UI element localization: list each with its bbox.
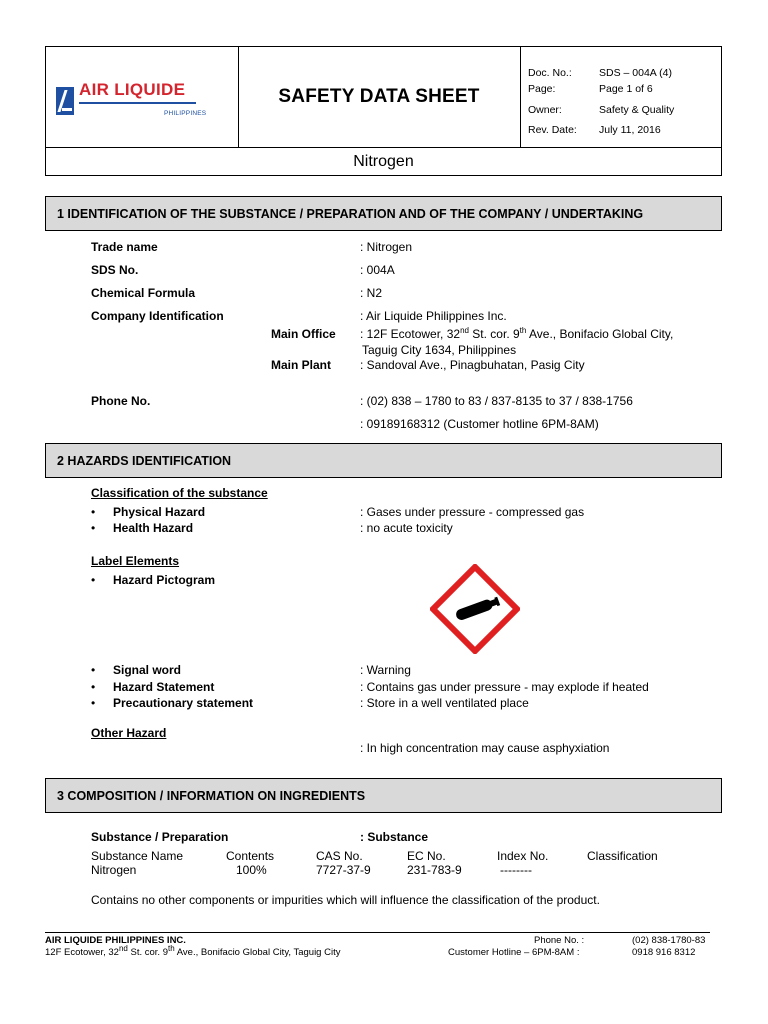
other-hazard-heading: Other Hazard: [91, 726, 167, 740]
document-meta: [521, 47, 721, 147]
footer-company: AIR LIQUIDE PHILIPPINES INC.: [45, 935, 186, 946]
trade-name-label: Trade name: [91, 240, 158, 254]
bullet-icon: •: [91, 521, 96, 535]
air-liquide-logo-icon: [56, 87, 74, 115]
phone-value-1: : (02) 838 – 1780 to 83 / 837-8135 to 37 / 838-1756: [360, 394, 633, 408]
title-cell: [238, 47, 521, 147]
hazard-statement-label: Hazard Statement: [113, 680, 215, 694]
precautionary-value: : Store in a well ventilated place: [360, 696, 529, 710]
company-logo: [46, 47, 239, 147]
bullet-icon: •: [91, 505, 96, 519]
bullet-icon: •: [91, 696, 96, 710]
owner-label: Owner:: [528, 104, 562, 116]
classification-heading: Classification of the substance: [91, 486, 268, 500]
logo-subtitle: PHILIPPINES: [164, 110, 207, 117]
phone-label: Phone No.: [91, 394, 151, 408]
col-index-no: Index No.: [497, 849, 549, 863]
other-hazard-value: : In high concentration may cause asphyxiation: [360, 741, 610, 755]
main-plant-label: Main Plant: [271, 358, 332, 372]
physical-hazard-label: Physical Hazard: [113, 505, 206, 519]
col-classification: Classification: [587, 849, 658, 863]
page-label: Page:: [528, 83, 556, 95]
footer-hotline-label: Customer Hotline – 6PM-8AM :: [448, 947, 580, 958]
company-id-value: : Air Liquide Philippines Inc.: [360, 309, 507, 323]
signal-word-label: Signal word: [113, 663, 182, 677]
section-2-heading: [45, 443, 722, 478]
precautionary-label: Precautionary statement: [113, 696, 254, 710]
formula-value: : N2: [360, 286, 383, 300]
health-hazard-label: Health Hazard: [113, 521, 194, 535]
doc-no-label: Doc. No.:: [528, 67, 572, 79]
sds-no-value: : 004A: [360, 263, 395, 277]
section-1-title: 1 IDENTIFICATION OF THE SUBSTANCE / PREPARATION AND OF THE COMPANY / UNDERTAKING: [57, 206, 644, 221]
main-office-line2: Taguig City 1634, Philippines: [362, 343, 517, 357]
logo-text: AIR LIQUIDE: [79, 80, 186, 99]
section-3-title: 3 COMPOSITION / INFORMATION ON INGREDIENTS: [57, 788, 366, 803]
doc-no-value: SDS – 004A (4): [599, 67, 672, 79]
label-elements-heading: Label Elements: [91, 554, 180, 568]
section-3-heading: [45, 778, 722, 813]
footer-divider: [45, 932, 710, 933]
signal-word-value: : Warning: [360, 663, 411, 677]
rev-date-label: Rev. Date:: [528, 124, 577, 136]
composition-note: Contains no other components or impurities which will influence the classification of the product.: [91, 893, 600, 907]
trade-name-value: : Nitrogen: [360, 240, 413, 254]
hazard-pictogram-label: Hazard Pictogram: [113, 573, 216, 587]
document-header: [45, 46, 722, 176]
bullet-icon: •: [91, 680, 96, 694]
footer-hotline-value: 0918 916 8312: [632, 947, 696, 958]
footer-phone-label: Phone No. :: [534, 935, 585, 946]
logo-underline: [79, 102, 196, 104]
phone-value-2: : 09189168312 (Customer hotline 6PM-8AM): [360, 417, 599, 431]
hazard-statement-value: : Contains gas under pressure - may explode if heated: [360, 680, 649, 694]
formula-label: Chemical Formula: [91, 286, 196, 300]
main-office-value: : 12F Ecotower, 32nd St. cor. 9th Ave., Bonifacio Global City,: [360, 326, 674, 341]
footer-address: 12F Ecotower, 32nd St. cor. 9th Ave., Bonifacio Global City, Taguig City: [45, 943, 341, 958]
physical-hazard-value: : Gases under pressure - compressed gas: [360, 505, 585, 519]
bullet-icon: •: [91, 663, 96, 677]
health-hazard-value: : no acute toxicity: [360, 521, 453, 535]
cell-index-no: --------: [500, 863, 532, 877]
bullet-icon: •: [91, 573, 96, 587]
section-1-heading: [45, 196, 722, 231]
col-substance-name: Substance Name: [91, 849, 184, 863]
document-title: SAFETY DATA SHEET: [278, 86, 480, 107]
cell-ec-no: 231-783-9: [407, 863, 462, 877]
company-id-label: Company Identification: [91, 309, 224, 323]
rev-date-value: July 11, 2016: [599, 124, 661, 136]
product-name: Nitrogen: [46, 147, 721, 176]
sds-no-label: SDS No.: [91, 263, 139, 277]
col-cas-no: CAS No.: [316, 849, 363, 863]
section-2-title: 2 HAZARDS IDENTIFICATION: [57, 453, 232, 468]
cell-cas-no: 7727-37-9: [316, 863, 371, 877]
cell-contents: 100%: [236, 863, 267, 877]
substance-preparation-value: : Substance: [360, 830, 429, 844]
cell-substance-name: Nitrogen: [91, 863, 137, 877]
col-contents: Contents: [226, 849, 275, 863]
main-office-label: Main Office: [271, 327, 336, 341]
owner-value: Safety & Quality: [599, 104, 675, 116]
footer-phone-value: (02) 838-1780-83: [632, 935, 706, 946]
substance-preparation-label: Substance / Preparation: [91, 830, 229, 844]
page-value: Page 1 of 6: [599, 83, 653, 95]
main-plant-value: : Sandoval Ave., Pinagbuhatan, Pasig City: [360, 358, 585, 372]
col-ec-no: EC No.: [407, 849, 446, 863]
gas-cylinder-pictogram-icon: [430, 564, 520, 654]
